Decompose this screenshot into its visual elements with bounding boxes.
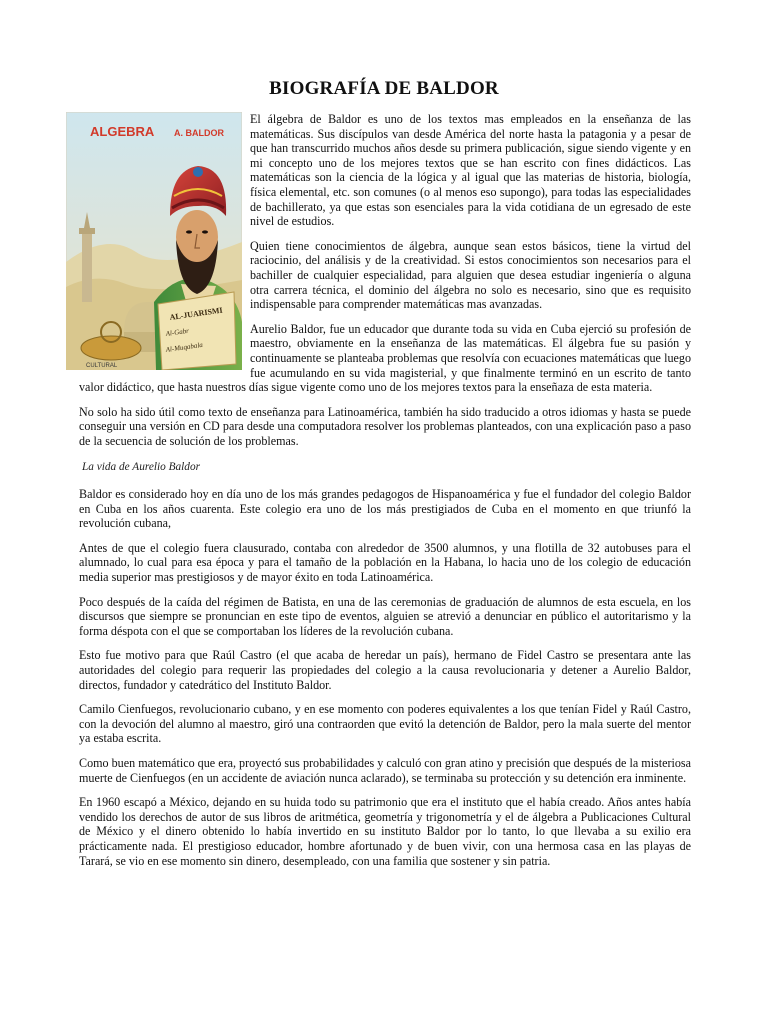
cover-label-3: Al-Muqabala [165, 340, 204, 354]
page-title: BIOGRAFÍA DE BALDOR [269, 78, 499, 99]
cover-title-text: ALGEBRA [90, 124, 155, 139]
paragraph: Quien tiene conocimientos de álgebra, aunque sean estos básicos, tiene la virtud del raciocinio, del análisis y de la creatividad. Si estos conocimientos son necesarios para el bachiller de cualquier especialidad, para alguien que desea estudiar ingeniería o alguna otra carrera técnica, el dominio del álgebra no solo es necesario, sino que es requisito indispensable para comprender matemáticas mas avanzadas. [250, 238, 691, 312]
paragraph: Baldor es considerado hoy en día uno de los más grandes pedagogos de Hispanoamérica y fue el fundador del colegio Baldor en Cuba en los años cuarenta. Este colegio era uno de los más prestigiados de Cuba en el momento en que triunfó la revolución cubana, [79, 487, 691, 531]
intro-paragraph: El álgebra de Baldor es uno de los textos mas empleados en la enseñanza de las matemáticas. Sus discípulos van desde América del norte hasta la patagonia y a pesar de que han transcurrido muchos años desde su primera publicación, sigue siendo vigente y en mi concepto uno de los mejores textos que se han escrito con fines didácticos. Las matemáticas son la ciencia de la lógica y al igual que las materias de historia, biología, física elemental, etc. son comunes (o al menos eso supongo), para todas las especialidades de bachillerato, ya que estas son esenciales para la vida cotidiana de un egresado de este nivel de estudios. [250, 112, 691, 229]
paragraph: Aurelio Baldor, fue un educador que durante toda su vida en Cuba ejerció su profesión de maestro, obviamente en la enseñanza de las matemáticas. El álgebra fue su pasión y continuamente se planteaba problemas que resolvía con ecuaciones matemáticas que luego fue acumulando en su vida magisterial, y que finalmente terminó en un escrito de tanto valor didáctico, que hasta nuestros días sigue vigente como uno de los mejores textos para la enseñaza de esta materia. [79, 321, 691, 395]
paragraph: Antes de que el colegio fuera clausurado, contaba con alrededor de 3500 alumnos, y una flotilla de 32 autobuses para el alumnado, lo cual para esa época y para el tamaño de la población en la Habana, lo hacia uno de los colegio de educación media superior mas prestigiosos y de mayor éxito en toda Latinoamérica. [79, 540, 691, 585]
cover-label-4: CULTURAL [86, 363, 118, 369]
paragraph: No solo ha sido útil como texto de enseñanza para Latinoamérica, también ha sido traducido a otros idiomas y hasta se puede conseguir una versión en CD para desde una computadora resolver los problemas planteados, con una explicación paso a paso de la secuencia de solución de los problemas. [79, 404, 691, 448]
section-heading [82, 460, 691, 475]
paragraph: Como buen matemático que era, proyectó sus probabilidades y calculó con gran atino y precisión que después de la misteriosa muerte de Cienfuegos (en un accidente de aviación nunca aclarado), se terminaba su protección y su detención era inminente. [79, 755, 691, 785]
cover-author-text: A. BALDOR [174, 128, 224, 138]
book-cover-image [66, 112, 242, 370]
cover-label-1: AL-JUARISMI [169, 305, 224, 322]
document-body [79, 112, 691, 878]
cover-label-2: Al-Gabr [165, 326, 190, 338]
paragraph: Esto fue motivo para que Raúl Castro (el que acaba de heredar un país), hermano de Fidel Castro se presentara ante las autoridades del colegio para requerir las propiedades del colegio a la causa revolucionaria y detener a Aurelio Baldor, directos, fundador y catedrático del Instituto Baldor. [79, 648, 691, 692]
section-heading-text: La vida de Aurelio Baldor [82, 461, 200, 474]
baldor-illustration [66, 112, 242, 370]
paragraph: Camilo Cienfuegos, revolucionario cubano, y en ese momento con poderes equivalentes a los que tenían Fidel y Raúl Castro, con la devoción del alumno al maestro, giró una contraorden que evitó la detención de Baldor, pero la mala suerte del mentor ya estaba escrita. [79, 702, 691, 746]
paragraph: En 1960 escapó a México, dejando en su huida todo su patrimonio que era el instituto que el había creado. Años antes había vendido los derechos de autor de sus libros de aritmética, geometría y trigonometría y el de álgebra a Publicaciones Cultural de México y el dinero obtenido lo había invertido en su instituto Baldor por lo tanto, lo que llevaba a su exilio era prácticamente nada. El prestigioso educador, hombre afortunado y de buen vivir, con una hermosa casa en las playas de Tarará, se vio en ese momento sin dinero, desempleado, con una familia que sostener y sin patria. [79, 795, 691, 868]
paragraph: Poco después de la caída del régimen de Batista, en una de las ceremonias de graduación de alumnos de esta escuela, en los discursos que siempre se pronuncian en este tipo de eventos, alguien se atrevió a denunciar en público el autoritarismo y la forma déspota con el que se comportaban los líderes de la revolución cubana. [79, 594, 691, 638]
